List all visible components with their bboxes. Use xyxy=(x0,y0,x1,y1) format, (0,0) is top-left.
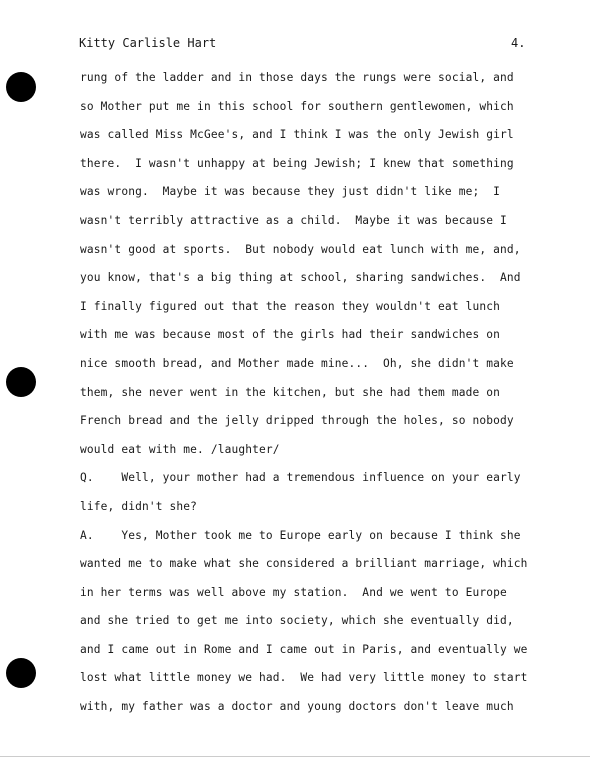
text-line: life, didn't she? xyxy=(80,499,198,513)
text-line: French bread and the jelly dripped through the holes, so nobody xyxy=(80,414,514,428)
text-line: rung of the ladder and in those days the rungs were social, and xyxy=(80,71,514,84)
text-line: them, she never went in the kitchen, but she had them made on xyxy=(80,385,501,399)
text-line: there. I wasn't unhappy at being Jewish; I knew that something xyxy=(80,156,514,170)
page-number: 4. xyxy=(511,36,526,50)
text-line: lost what little money we had. We had very little money to start xyxy=(80,671,528,685)
text-line: was called Miss McGee's, and I think I was the only Jewish girl xyxy=(80,128,514,142)
text-line: in her terms was well above my station. And we went to Europe xyxy=(80,585,507,599)
text-line: wasn't terribly attractive as a child. Maybe it was because I xyxy=(80,213,507,227)
text-line: so Mother put me in this school for southern gentlewomen, which xyxy=(80,99,514,113)
text-line: would eat with me. /laughter/ xyxy=(80,442,280,456)
page-bottom-edge xyxy=(0,756,590,757)
text-line: and she tried to get me into society, which she eventually did, xyxy=(80,614,514,628)
punch-hole xyxy=(6,72,36,102)
text-line: and I came out in Rome and I came out in Paris, and eventually we xyxy=(80,642,528,656)
header-interviewee-name: Kitty Carlisle Hart xyxy=(79,36,217,50)
punch-hole xyxy=(6,367,36,397)
punch-hole xyxy=(6,658,36,688)
transcript-body xyxy=(80,64,550,722)
text-line: I finally figured out that the reason they wouldn't eat lunch xyxy=(80,299,501,313)
text-line: was wrong. Maybe it was because they just didn't like me; I xyxy=(80,185,501,199)
text-line: with, my father was a doctor and young doctors don't leave much xyxy=(80,700,514,714)
answer-line: A. Yes, Mother took me to Europe early on because I think she xyxy=(80,528,521,542)
text-line: wasn't good at sports. But nobody would eat lunch with me, and, xyxy=(80,242,521,256)
text-line: with me was because most of the girls had their sandwiches on xyxy=(80,328,501,342)
text-line: you know, that's a big thing at school, sharing sandwiches. And xyxy=(80,271,521,285)
question-line: Q. Well, your mother had a tremendous influence on your early xyxy=(80,471,521,485)
text-line: wanted me to make what she considered a brilliant marriage, which xyxy=(80,557,528,571)
text-line: nice smooth bread, and Mother made mine... Oh, she didn't make xyxy=(80,356,514,370)
